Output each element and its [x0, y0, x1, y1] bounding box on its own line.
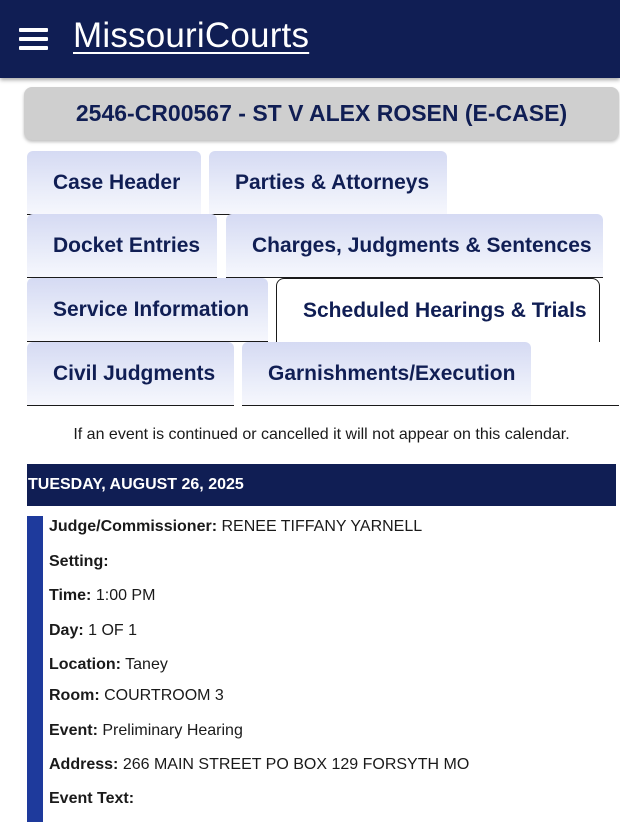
location-field — [49, 656, 168, 674]
calendar-notice: If an event is continued or cancelled it will not appear on this calendar. — [73, 426, 570, 443]
time-label: Time: — [49, 587, 92, 604]
room-label: Room: — [49, 687, 100, 704]
location-label: Location: — [49, 656, 121, 673]
menu-bar-line — [19, 37, 48, 41]
time-field — [49, 587, 155, 605]
time-value: 1:00 PM — [95, 587, 156, 604]
site-header — [0, 0, 620, 78]
tab-service-information[interactable]: Service Information — [27, 278, 268, 342]
location-value: Taney — [125, 656, 168, 673]
day-label: Day: — [49, 622, 84, 639]
event-field — [49, 722, 243, 740]
case-title: 2546-CR00567 - ST V ALEX ROSEN (E-CASE) — [24, 87, 619, 140]
judge-label: Judge/Commissioner: — [49, 518, 218, 535]
setting-field — [49, 553, 109, 571]
address-field — [49, 756, 469, 774]
tab-case-header[interactable]: Case Header — [27, 151, 201, 215]
event-text-label: Event Text: — [49, 790, 135, 807]
tab-civil-judgments[interactable]: Civil Judgments — [27, 342, 234, 406]
tab-charges-judgments-sentences[interactable]: Charges, Judgments & Sentences — [226, 214, 603, 278]
menu-bar-line — [19, 46, 48, 50]
day-value: 1 OF 1 — [88, 622, 138, 639]
tab-bar-divider — [531, 405, 619, 406]
hamburger-menu-icon[interactable] — [19, 27, 48, 53]
menu-bar-line — [19, 28, 48, 32]
room-field — [49, 687, 224, 705]
hearing-detail-card — [27, 516, 616, 822]
event-value: Preliminary Hearing — [102, 722, 243, 739]
tab-docket-entries[interactable]: Docket Entries — [27, 214, 217, 278]
address-label: Address: — [49, 756, 119, 773]
site-brand-link[interactable]: MissouriCourts — [73, 16, 310, 55]
judge-value: RENEE TIFFANY YARNELL — [221, 518, 423, 535]
day-field — [49, 622, 137, 640]
address-value: 266 MAIN STREET PO BOX 129 FORSYTH MO — [122, 756, 470, 773]
judge-field — [49, 518, 422, 536]
room-value: COURTROOM 3 — [104, 687, 224, 704]
setting-label: Setting: — [49, 553, 109, 570]
event-text-field — [49, 790, 134, 808]
tab-parties-attorneys[interactable]: Parties & Attorneys — [209, 151, 447, 215]
event-label: Event: — [49, 722, 98, 739]
hearing-date-bar: TUESDAY, AUGUST 26, 2025 — [27, 464, 616, 506]
tab-scheduled-hearings-trials[interactable]: Scheduled Hearings & Trials — [276, 278, 600, 342]
tab-garnishments-execution[interactable]: Garnishments/Execution — [242, 342, 531, 406]
